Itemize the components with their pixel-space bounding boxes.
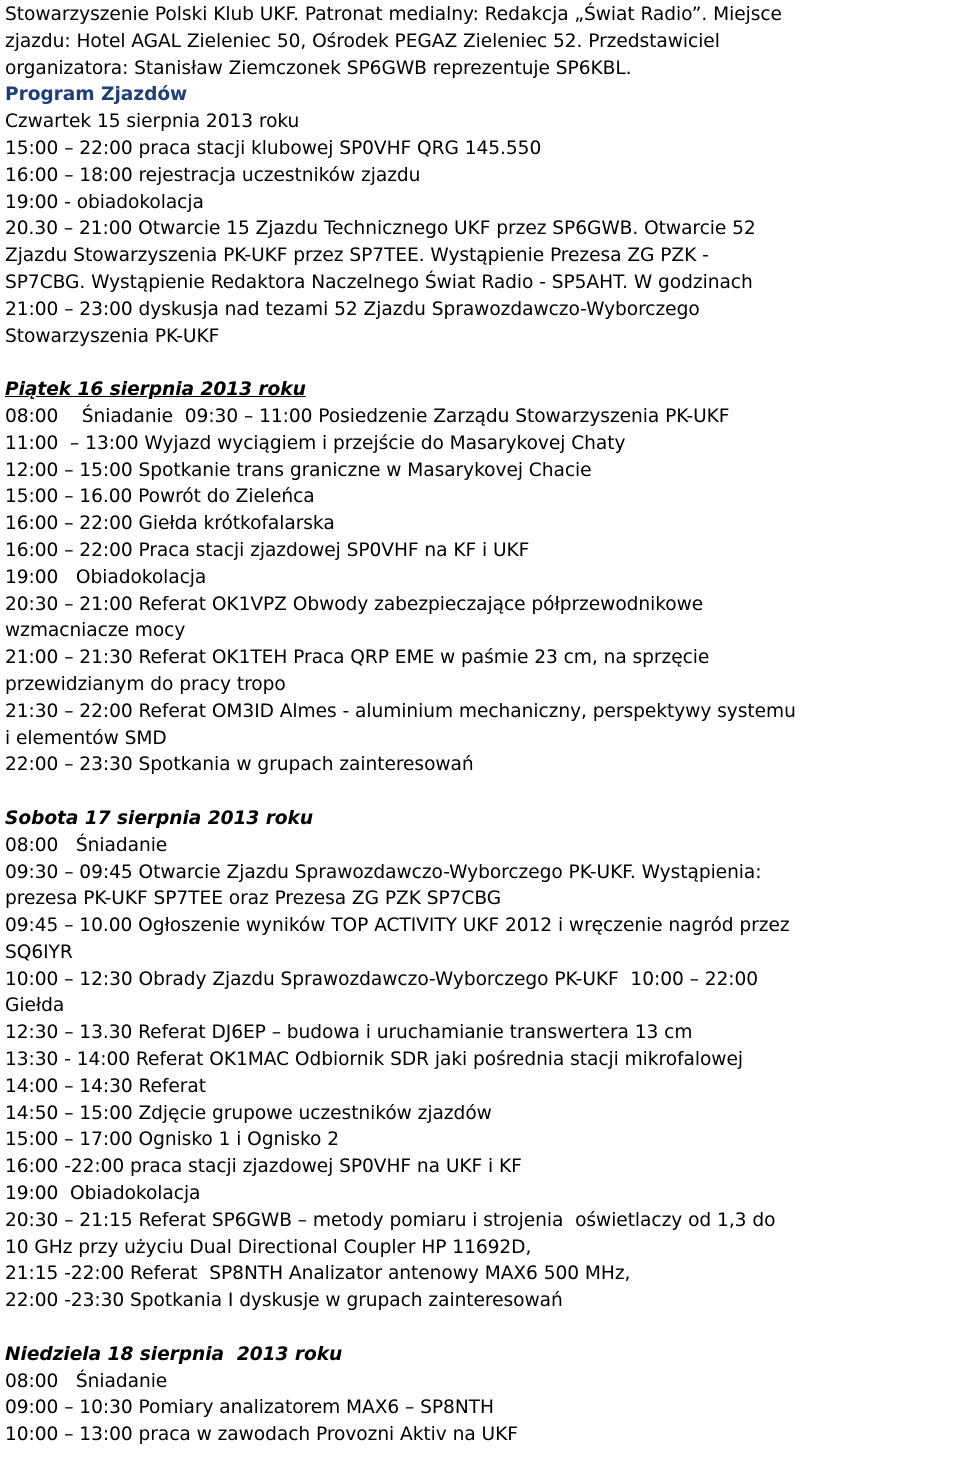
schedule-line: 16:00 -22:00 praca stacji zjazdowej SP0VHF na UKF i KF: [5, 1156, 522, 1178]
schedule-line: 10:00 – 12:30 Obrady Zjazdu Sprawozdawczo-Wyborczego PK-UKF 10:00 – 22:00: [5, 968, 759, 990]
sunday-heading: Niedziela 18 sierpnia 2013 roku: [5, 1343, 343, 1365]
schedule-line: 10:00 – 13:00 praca w zawodach Provozni Aktiv na UKF: [5, 1424, 518, 1446]
schedule-line: 21:00 – 21:30 Referat OK1TEH Praca QRP EME w paśmie 23 cm, na sprzęcie: [5, 647, 710, 669]
schedule-line: 19:00 Obiadokolacja: [5, 1183, 201, 1205]
schedule-line: 21:00 – 23:00 dyskusja nad tezami 52 Zjazdu Sprawozdawczo-Wyborczego: [5, 298, 700, 320]
section-gap: [5, 1315, 960, 1342]
schedule-line: 10 GHz przy użyciu Dual Directional Coupler HP 11692D,: [5, 1236, 532, 1258]
document-body: [5, 2, 960, 1449]
intro-line: Stowarzyszenie Polski Klub UKF. Patronat medialny: Redakcja „Świat Radio”. Miejsce: [5, 4, 782, 25]
schedule-line: 08:00 Śniadanie: [5, 1370, 168, 1392]
schedule-line: SP7CBG. Wystąpienie Redaktora Naczelnego Świat Radio - SP5AHT. W godzinach: [5, 271, 753, 293]
schedule-line: 16:00 – 22:00 Praca stacji zjazdowej SP0VHF na KF i UKF: [5, 539, 530, 561]
schedule-line: 09:30 – 09:45 Otwarcie Zjazdu Sprawozdawczo-Wyborczego PK-UKF. Wystąpienia:: [5, 861, 762, 883]
schedule-line: i elementów SMD: [5, 727, 167, 749]
schedule-line: 09:00 – 10:30 Pomiary analizatorem MAX6 – SP8NTH: [5, 1397, 494, 1419]
schedule-line: 22:00 -23:30 Spotkania I dyskusje w grupach zainteresowań: [5, 1290, 563, 1312]
schedule-line: 21:30 – 22:00 Referat OM3ID Almes - aluminium mechaniczny, perspektywy systemu: [5, 700, 796, 722]
schedule-line: 14:50 – 15:00 Zdjęcie grupowe uczestników zjazdów: [5, 1102, 492, 1124]
saturday-heading: Sobota 17 sierpnia 2013 roku: [5, 807, 314, 829]
schedule-line: 20:30 – 21:15 Referat SP6GWB – metody pomiaru i strojenia oświetlaczy od 1,3 do: [5, 1209, 776, 1231]
schedule-line: przewidzianym do pracy tropo: [5, 673, 286, 695]
schedule-line: 12:00 – 15:00 Spotkanie trans graniczne w Masarykovej Chacie: [5, 459, 592, 481]
schedule-line: 14:00 – 14:30 Referat: [5, 1075, 206, 1097]
schedule-line: 15:00 – 22:00 praca stacji klubowej SP0VHF QRG 145.550: [5, 137, 542, 159]
schedule-line: 19:00 - obiadokolacja: [5, 191, 204, 213]
schedule-line: SQ6IYR: [5, 941, 73, 963]
schedule-line: 08:00 Śniadanie 09:30 – 11:00 Posiedzenie Zarządu Stowarzyszenia PK-UKF: [5, 405, 730, 427]
schedule-line: Stowarzyszenia PK-UKF: [5, 325, 220, 347]
intro-line: zjazdu: Hotel AGAL Zieleniec 50, Ośrodek PEGAZ Zieleniec 52. Przedstawiciel: [5, 30, 720, 52]
schedule-line: 13:30 - 14:00 Referat OK1MAC Odbiornik SDR jaki pośrednia stacji mikrofalowej: [5, 1049, 743, 1071]
schedule-line: 09:45 – 10.00 Ogłoszenie wyników TOP ACTIVITY UKF 2012 i wręczenie nagród przez: [5, 915, 790, 937]
schedule-line: 12:30 – 13.30 Referat DJ6EP – budowa i uruchamianie transwertera 13 cm: [5, 1022, 693, 1044]
schedule-line: 20:30 – 21:00 Referat OK1VPZ Obwody zabezpieczające półprzewodnikowe: [5, 593, 704, 615]
schedule-line: wzmacniacze mocy: [5, 620, 186, 642]
intro-line: organizatora: Stanisław Ziemczonek SP6GWB reprezentuje SP6KBL.: [5, 57, 632, 79]
schedule-line: 16:00 – 22:00 Giełda krótkofalarska: [5, 513, 335, 535]
schedule-line: 19:00 Obiadokolacja: [5, 566, 207, 588]
schedule-line: Zjazdu Stowarzyszenia PK-UKF przez SP7TEE. Wystąpienie Prezesa ZG PZK -: [5, 245, 709, 267]
thursday-heading: Czwartek 15 sierpnia 2013 roku: [5, 111, 300, 133]
program-title: Program Zjazdów: [5, 84, 188, 106]
schedule-line: prezesa PK-UKF SP7TEE oraz Prezesa ZG PZK SP7CBG: [5, 888, 502, 910]
section-gap: [5, 350, 960, 377]
schedule-line: 15:00 – 16.00 Powrót do Zieleńca: [5, 486, 315, 508]
friday-heading: Piątek 16 sierpnia 2013 roku: [5, 379, 306, 401]
schedule-line: 15:00 – 17:00 Ognisko 1 i Ognisko 2: [5, 1129, 340, 1151]
schedule-line: 21:15 -22:00 Referat SP8NTH Analizator antenowy MAX6 500 MHz,: [5, 1263, 631, 1285]
schedule-line: 16:00 – 18:00 rejestracja uczestników zjazdu: [5, 164, 421, 186]
section-gap: [5, 779, 960, 806]
schedule-line: 08:00 Śniadanie: [5, 834, 168, 856]
schedule-line: 20.30 – 21:00 Otwarcie 15 Zjazdu Technicznego UKF przez SP6GWB. Otwarcie 52: [5, 218, 756, 240]
schedule-line: 11:00 – 13:00 Wyjazd wyciągiem i przejście do Masarykovej Chaty: [5, 432, 626, 454]
schedule-line: Giełda: [5, 995, 65, 1017]
schedule-line: 22:00 – 23:30 Spotkania w grupach zainteresowań: [5, 754, 474, 776]
